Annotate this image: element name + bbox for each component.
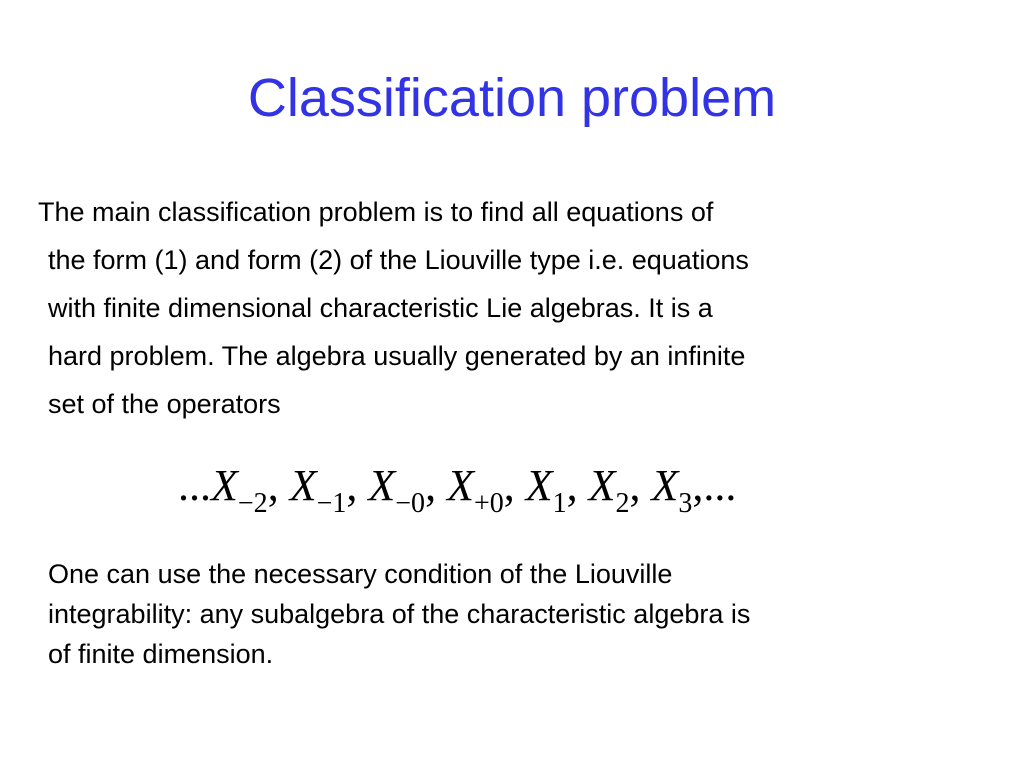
formula-subscript: −2: [237, 488, 268, 519]
body-paragraph-intro: [38, 190, 978, 430]
formula-separator: ,: [346, 461, 358, 510]
formula-variable: X: [368, 461, 396, 510]
text-line: the form (1) and form (2) of the Liouville type i.e. equations: [48, 245, 749, 275]
formula-variable: X: [289, 461, 317, 510]
formula-subscript: −1: [316, 488, 347, 519]
formula-subscript: 3: [678, 488, 693, 519]
formula-separator: ,: [503, 461, 515, 510]
formula-separator: ,: [267, 461, 279, 510]
text-line: hard problem. The algebra usually generated by an infinite: [48, 341, 746, 371]
formula-separator: ,: [425, 461, 437, 510]
formula-prefix: ...: [178, 461, 211, 510]
text-line: set of the operators: [48, 389, 281, 419]
formula-variable: X: [525, 461, 553, 510]
text-line: with finite dimensional characteristic Lie algebras. It is a: [48, 293, 713, 323]
formula-subscript: −0: [395, 488, 426, 519]
formula-separator: ,: [566, 461, 578, 510]
text-line: integrability: any subalgebra of the characteristic algebra is: [48, 599, 751, 629]
formula-variable: X: [651, 461, 679, 510]
formula-subscript: 1: [552, 488, 567, 519]
formula-subscript: 2: [615, 488, 630, 519]
text-line: One can use the necessary condition of the Liouville: [48, 559, 673, 589]
slide-title: Classification problem: [247, 68, 777, 128]
operator-sequence-formula: [178, 454, 878, 524]
formula-subscript: +0: [473, 488, 504, 519]
formula-variable: X: [447, 461, 474, 510]
text-line: of finite dimension.: [48, 639, 274, 669]
formula-separator: ,: [629, 461, 641, 510]
formula-variable: X: [211, 461, 238, 510]
formula-variable: X: [588, 461, 616, 510]
formula-suffix: ,...: [692, 461, 737, 510]
formula-body: [178, 461, 737, 519]
body-paragraph-condition: [48, 554, 988, 674]
text-line: The main classification problem is to find all equations of: [38, 197, 714, 227]
